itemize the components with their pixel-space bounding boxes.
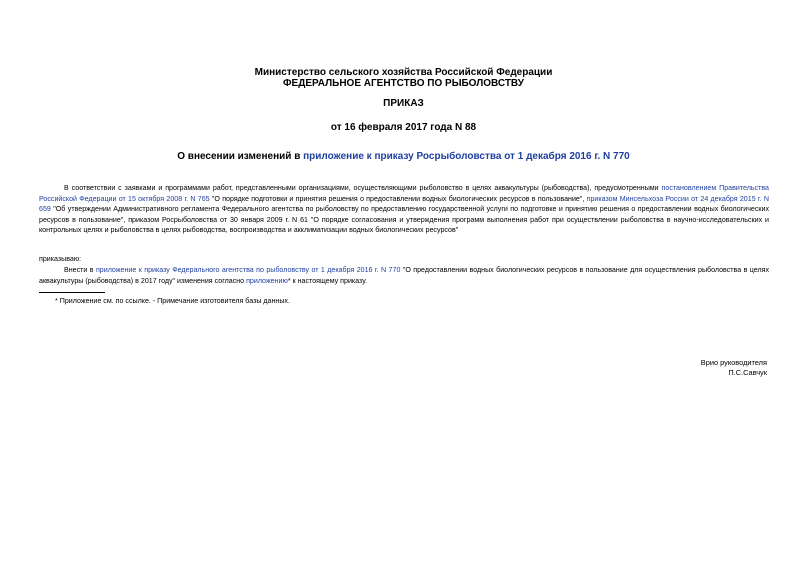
orders-word: приказываю: — [39, 255, 82, 263]
ministry-name: Министерство сельского хозяйства Российской Федерации — [254, 67, 553, 78]
document-header — [0, 67, 807, 89]
p1-link-ministry-order[interactable]: приказом Минсельхоза России от 24 декабря 2015 г. N 659 — [39, 194, 769, 214]
document-title — [0, 151, 807, 162]
signatory-position: Врио руководителя — [700, 358, 767, 367]
title-link[interactable]: приложение к приказу Росрыболовства от 1 декабря 2016 г. N 770 — [303, 151, 630, 162]
footnote: * Приложение см. по ссылке. - Примечание изготовителя базы данных. — [55, 297, 290, 305]
paragraph-basis — [39, 183, 769, 236]
signature-block — [701, 358, 767, 378]
paragraph-amendment — [39, 265, 769, 286]
agency-name: ФЕДЕРАЛЬНОЕ АГЕНТСТВО ПО РЫБОЛОВСТВУ — [283, 78, 524, 89]
p1-link-government-decree[interactable]: постановлением Правительства Российской Федерации от 15 октября 2008 г. N 765 — [39, 184, 769, 203]
p2-text-3: * к настоящему приказу. — [287, 276, 368, 285]
document-type: ПРИКАЗ — [383, 98, 424, 109]
p2-link-appendix[interactable]: приложению — [246, 276, 288, 285]
p2-text-1: Внести в — [64, 266, 96, 274]
title-prefix: О внесении изменений в — [177, 151, 304, 162]
p2-text-2: "О предоставлении водных биологических ресурсов в пользование для осуществления рыболовства в целях аквакультуры (рыбоводства) в 2017 году" изменения согласно — [39, 266, 769, 285]
footnote-divider — [39, 292, 105, 293]
signatory-name: П.С.Савчук — [728, 368, 767, 377]
p1-text-2: "О порядке подготовки и принятия решения о предоставлении водных биологических ресурсов в пользование", — [209, 194, 587, 203]
p1-text-3: "Об утверждении Административного регламента Федерального агентства по рыболовству по предоставлению государственной услуги по подготовке и принятию решения о предоставлении водных биологических ресурсов в пользование", приказом Росрыболовства от 30 января 2009 г. N 61 "О порядке согласования и утверждения программ выполнения работ при осуществлении рыболовства в научно-исследовательских и контрольных целях и рыболовства в целях рыбоводства, воспроизводства и акклиматизации водных биологических ресурсов" — [39, 205, 769, 235]
p1-text-1: В соответствии с заявками и программами работ, представленными организациями, осуществляющими рыболовство в целях аквакультуры (рыбоводства), предусмотренными — [64, 184, 662, 192]
p2-link-appendix-order[interactable]: приложение к приказу Федерального агентства по рыболовству от 1 декабря 2016 г. N 770 — [95, 266, 401, 274]
document-date-number: от 16 февраля 2017 года N 88 — [330, 122, 477, 133]
